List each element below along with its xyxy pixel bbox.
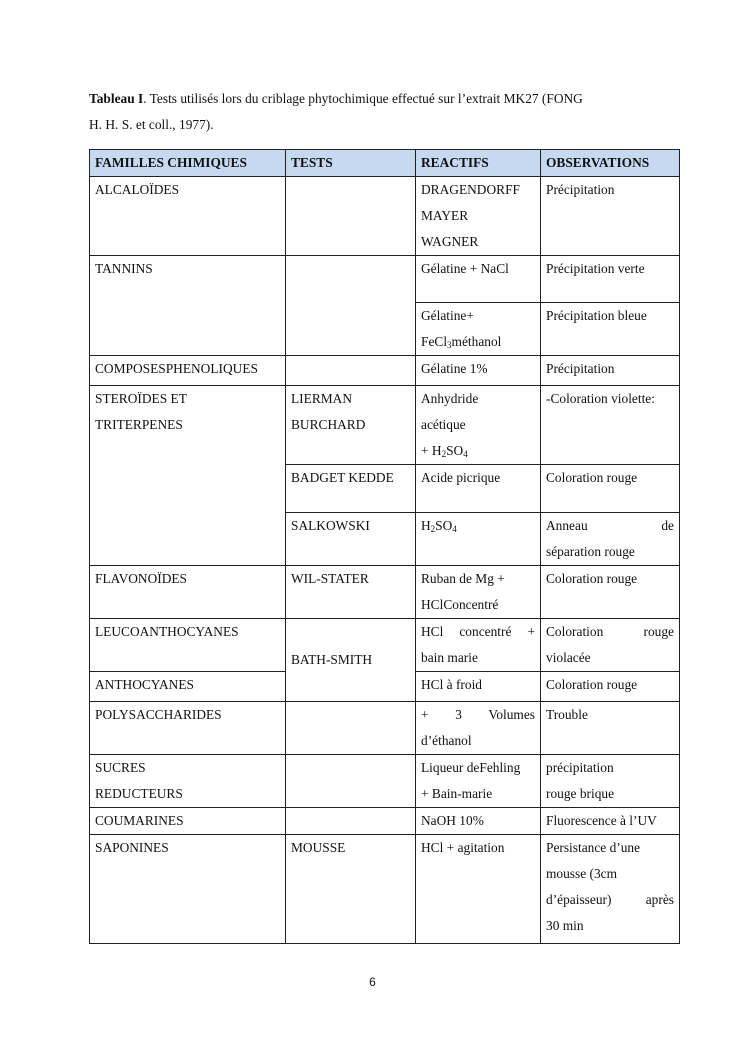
cell-test-empty [286, 702, 416, 755]
table-row [90, 177, 680, 256]
cell-reactif [416, 702, 541, 755]
observation-line: séparation rouge [546, 544, 635, 559]
subscript: 3 [447, 340, 452, 350]
cell-famille: COUMARINES [90, 808, 286, 835]
observation-line: Coloration rouge [546, 624, 674, 639]
cell-test-empty [286, 177, 416, 256]
observation-line: rouge brique [546, 786, 615, 801]
cell-observation: Coloration rouge [541, 672, 680, 702]
reactif-line: + 3 Volumes [421, 707, 535, 722]
subscript: 2 [441, 449, 447, 459]
cell-test: WIL-STATER [286, 566, 416, 619]
observation-line: Anneau de [546, 518, 674, 533]
caption-text-line2: H. H. S. et coll., 1977). [89, 117, 214, 132]
cell-reactif [416, 386, 541, 465]
cell-test: BATH-SMITH [286, 619, 416, 702]
reactif-line: Ruban de Mg + [421, 571, 505, 586]
reactif-formula: FeCl [421, 334, 448, 349]
cell-reactif: Gélatine 1% [416, 356, 541, 386]
page-number: 6 [369, 975, 376, 989]
cell-famille: ANTHOCYANES [90, 672, 286, 702]
cell-test: BADGET KEDDE [286, 465, 416, 513]
cell-famille: SAPONINES [90, 835, 286, 944]
cell-test: SALKOWSKI [286, 513, 416, 566]
observation-line: précipitation [546, 760, 614, 775]
cell-reactif: Acide picrique [416, 465, 541, 513]
famille-line: SUCRES [95, 760, 146, 775]
cell-famille: LEUCOANTHOCYANES [90, 619, 286, 672]
cell-observation [541, 619, 680, 672]
table-row [90, 356, 680, 386]
table-row [90, 566, 680, 619]
observation-line: mousse (3cm [546, 866, 618, 881]
test-line: BURCHARD [291, 417, 366, 432]
cell-reactif [416, 177, 541, 256]
reactif-line: Liqueur deFehling [421, 760, 521, 775]
cell-test-empty [286, 808, 416, 835]
famille-line: REDUCTEURS [95, 786, 183, 801]
reactif-line: HCl concentré + [421, 624, 535, 639]
cell-reactif [416, 619, 541, 672]
reactif-formula: méthanol [451, 334, 502, 349]
header-tests: TESTS [286, 150, 416, 177]
reactif-line: WAGNER [421, 234, 479, 249]
table-row [90, 702, 680, 755]
table-row [90, 835, 680, 944]
cell-observation: -Coloration violette: [541, 386, 680, 465]
reactif-line: MAYER [421, 208, 469, 223]
cell-famille: ALCALOÏDES [90, 177, 286, 256]
cell-famille: POLYSACCHARIDES [90, 702, 286, 755]
cell-test-empty [286, 256, 416, 356]
header-familles: FAMILLES CHIMIQUES [90, 150, 286, 177]
cell-famille [90, 755, 286, 808]
reactif-formula: + H [421, 443, 442, 458]
cell-observation [541, 835, 680, 944]
cell-test-empty [286, 755, 416, 808]
cell-famille: TANNINS [90, 256, 286, 356]
caption-label: Tableau I [89, 91, 144, 106]
cell-reactif: HCl + agitation [416, 835, 541, 944]
cell-reactif: NaOH 10% [416, 808, 541, 835]
reactif-formula: SO [435, 518, 453, 533]
cell-test [286, 386, 416, 465]
cell-reactif: HCl à froid [416, 672, 541, 702]
cell-observation: Coloration rouge [541, 465, 680, 513]
famille-line: TRITERPENES [95, 417, 183, 432]
subscript: 4 [452, 524, 457, 534]
caption-text-line1: . Tests utilisés lors du criblage phytochimique effectué sur l’extrait MK27 (FONG [143, 91, 583, 106]
table-row [90, 386, 680, 465]
cell-famille [90, 386, 286, 566]
table-row [90, 256, 680, 303]
famille-line: STEROÏDES ET [95, 391, 187, 406]
cell-observation: Précipitation verte [541, 256, 680, 303]
cell-observation: Précipitation [541, 177, 680, 256]
cell-reactif [416, 755, 541, 808]
observation-line: d’épaisseur) après [546, 892, 674, 907]
reactif-line: Gélatine+ [421, 308, 474, 323]
cell-test-empty [286, 356, 416, 386]
reactif-line: d’éthanol [421, 733, 472, 748]
table-row [90, 619, 680, 672]
observation-line: 30 min [546, 918, 584, 933]
reactif-line: HClConcentré [421, 597, 499, 612]
cell-observation: Précipitation bleue [541, 303, 680, 356]
reactif-line: acétique [421, 417, 466, 432]
reactif-line: + Bain-marie [421, 786, 493, 801]
subscript: 4 [463, 449, 468, 459]
reactif-formula: SO [446, 443, 464, 458]
reactif-line: Anhydride [421, 391, 479, 406]
subscript: 2 [430, 524, 436, 534]
cell-famille: FLAVONOÏDES [90, 566, 286, 619]
header-reactifs: REACTIFS [416, 150, 541, 177]
cell-reactif [416, 513, 541, 566]
cell-observation [541, 513, 680, 566]
observation-line: Persistance d’une [546, 840, 641, 855]
cell-observation: Précipitation [541, 356, 680, 386]
cell-observation: Trouble [541, 702, 680, 755]
cell-reactif [416, 566, 541, 619]
table-caption [89, 86, 679, 138]
cell-famille: COMPOSESPHENOLIQUES [90, 356, 286, 386]
reactif-line: bain marie [421, 650, 478, 665]
cell-observation [541, 755, 680, 808]
table-row [90, 755, 680, 808]
cell-observation: Fluorescence à l’UV [541, 808, 680, 835]
cell-reactif [416, 303, 541, 356]
cell-test: MOUSSE [286, 835, 416, 944]
table-row [90, 808, 680, 835]
phytochemical-screening-table [89, 149, 680, 944]
header-observations: OBSERVATIONS [541, 150, 680, 177]
table-header-row [90, 150, 680, 177]
reactif-line: DRAGENDORFF [421, 182, 520, 197]
cell-observation: Coloration rouge [541, 566, 680, 619]
cell-reactif: Gélatine + NaCl [416, 256, 541, 303]
observation-line: violacée [546, 650, 591, 665]
reactif-formula: H [421, 518, 431, 533]
test-line: LIERMAN [291, 391, 352, 406]
